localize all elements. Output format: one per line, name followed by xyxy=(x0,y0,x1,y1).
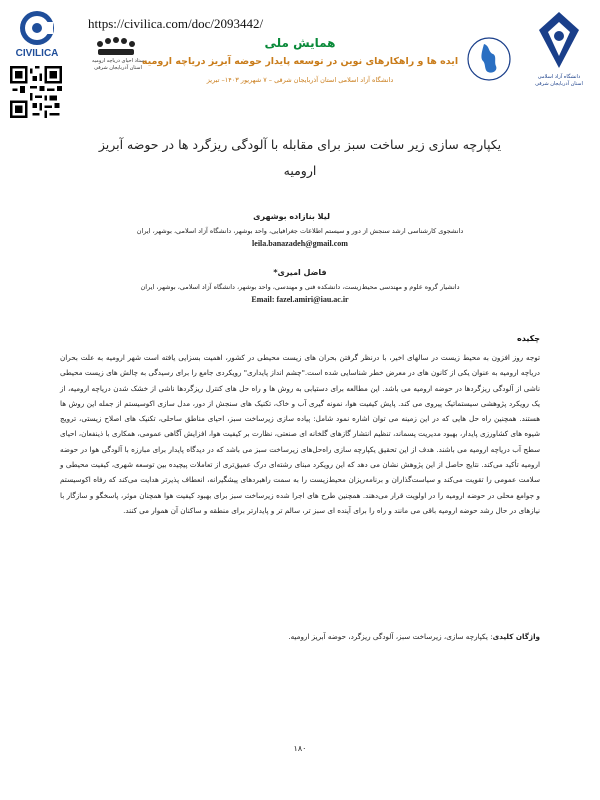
author-block-2 xyxy=(60,268,540,304)
author-2-name: فاضل امیری* xyxy=(273,268,327,277)
paper-title-line-2: ارومیه xyxy=(283,163,317,178)
conference-subtitle: ایده ها و راهکارهای نوین در توسعه پایدار حوضه آبریز دریاچه ارومیه xyxy=(141,56,459,67)
conference-org-date: دانشگاه آزاد اسلامی استان آذربایجان شرقی – ۷ شهریور ۱۴۰۳– تبریز xyxy=(206,76,394,84)
keywords-label: واژگان کلیدی xyxy=(492,632,540,641)
lake-map-logo xyxy=(466,34,512,84)
university-logo xyxy=(536,10,582,70)
keywords-text: : یکپارچه سازی، زیرساخت سبز، آلودگی ریزگرد، حوضه آبریز ارومیه. xyxy=(288,632,493,641)
civilica-brand: CIVILICA xyxy=(15,48,59,58)
author-block-1 xyxy=(60,212,540,248)
keywords xyxy=(60,632,540,641)
document-url[interactable]: https://civilica.com/doc/2093442/ xyxy=(88,16,264,31)
paper-title-line-1: یکپارچه سازی زیر ساخت سبز برای مقابله با آلودگی ریزگرد ها در حوضه آبریز xyxy=(98,137,502,152)
conference-title: همایش ملی xyxy=(264,36,336,50)
abstract-heading: چکیده xyxy=(516,334,540,343)
abstract-text: توجه روز افزون به محیط زیست در سالهای اخیر، با درنظر گرفتن بحران های زیست محیطی در کشور، اهمیت بسزایی یافته است شهر ارومیه به علت بحران دریاچه ارومیه به عنوان یکی از کانون های در معرض خطر شناسایی شده است."چشم انداز پایداری" رویکردی جامع را برای رسیدگی به چالش های زیست محیطی ناشی از آلودگی ریزگردها در حوضه ارومیه می باشد. این مطالعه برای دستیابی به روش ها و راه حل های کنترل ریزگردها ناشی از خشک شدن دریاچه ارومیه، از یک رویکرد پژوهشی سیستماتیک پیروی می کند. پایش کیفیت هوا، نمونه گیری آب و خاک، تکنیک های سنجش از دور، مدل سازی اکوسیستم از جمله این روش ها هستند. همچنین راه حل هایی که در این زمینه می توان اشاره نمود شامل: پیاده سازی زیرساخت سبز، احیای مناطق ساحلی، تکنیک های اصلاح زیستی، ترویج شیوه های کشاورزی پایدار، بهبود مدیریت پسماند، تنظیم انتشار گازهای گلخانه ای صنعتی، نظارت بر کیفیت هوا، افزایش آگاهی عمومی، همکاری با ذینفعان، احیای سطح آب دریاچه ارومیه می باشند. هدف از این تحقیق یکپارچه سازی راه‌حل‌های زیرساخت سبز می باشد که در دیدگاه پایدار برای مبارزه با آلودگی هوا در حوضه ارومیه تأکید می‌کند. نتایج حاصل از این پژوهش نشان می دهد که این رویکرد مبنای رشته‌ای درک عمیق‌تری از تعاملات پیچیده بین توسعه شهری، کیفیت محیطی و سلامت عمومی را تقویت می‌کند و سیاست‌گذاران و برنامه‌ریزان محیط‌زیست را به سمت راهبردهای پیشگیرانه، انعطاف پذیرتر هدایت می‌کند که رفاه اکوسیستم و جوامع محلی در حوضه ارومیه را در اولویت قرار می‌دهند. همچنین طرح های اجرا شده زیرساخت سبز برای بهبود کیفیت هوا همچنان موثر، پاسخگو و سازگار با نیازهای در حال رشد حوضه ارومیه باقی می مانند و راه را برای آینده ای سبز تر، سالم تر و پایدارتر برای منطقه و ساکنان آن هموار می کنند. xyxy=(60,353,540,515)
author-2-email[interactable]: Email: fazel.amiri@iau.ac.ir xyxy=(251,295,349,304)
university-logo-caption: دانشگاه آزاد اسلامی استان آذربایجان شرقی xyxy=(535,74,583,87)
lake-seal-caption: ستاد احیای دریاچه ارومیه استان آذربایجان شرقی xyxy=(91,58,145,71)
author-1-affiliation: دانشجوی کارشناسی ارشد سنجش از دور و سیستم اطلاعات جغرافیایی، واحد بوشهر، دانشگاه آزاد اسلامی، بوشهر، ایران xyxy=(136,227,464,235)
paper-title xyxy=(70,132,530,184)
author-1-email[interactable]: leila.banazadeh@gmail.com xyxy=(252,239,348,248)
qr-code-icon xyxy=(10,66,62,118)
author-1-name: لیلا بنازاده بوشهری xyxy=(253,212,330,221)
civilica-logo xyxy=(6,8,68,58)
page-number: ۱۸۰ xyxy=(293,744,307,753)
author-2-affiliation: دانشیار گروه علوم و مهندسی محیط‌زیست، دانشکده فنی و مهندسی، واحد بوشهر، دانشگاه آزاد اسلامی، بوشهر، ایران xyxy=(140,283,460,291)
